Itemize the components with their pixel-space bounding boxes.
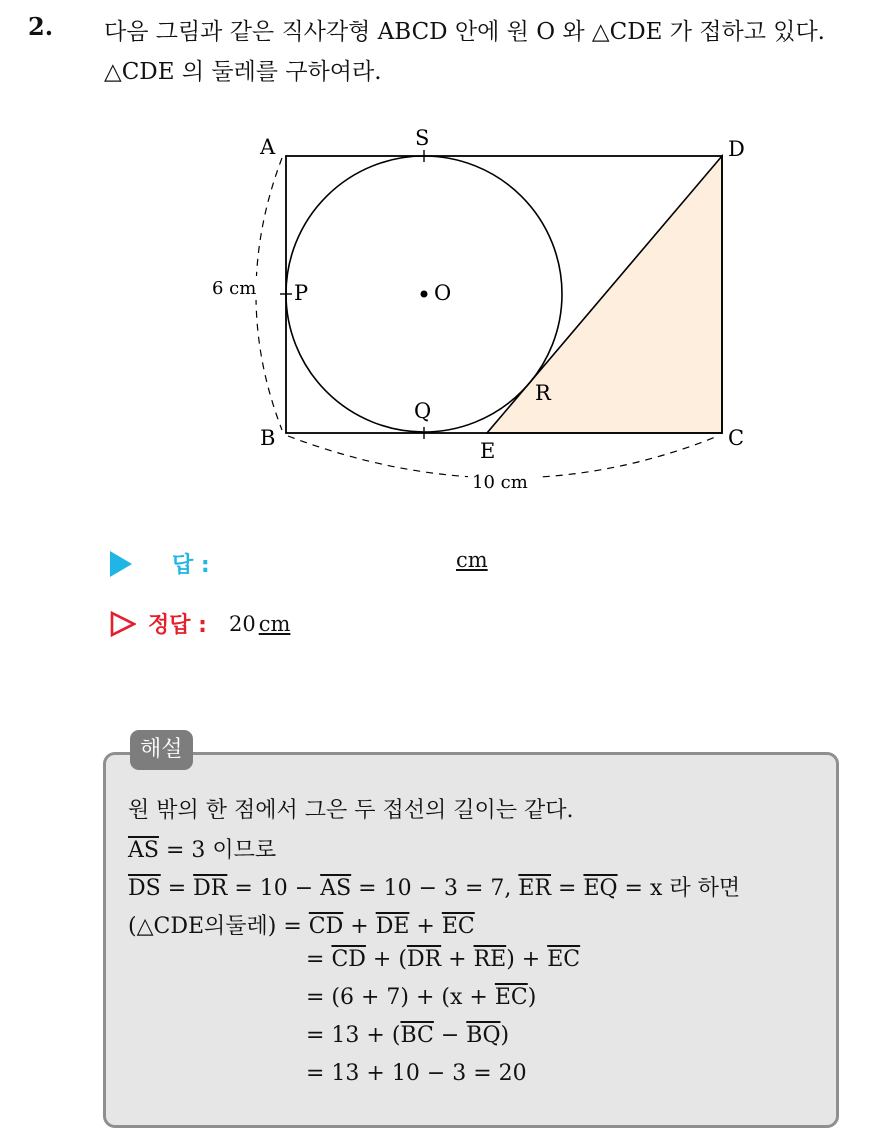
question-text: 다음 그림과 같은 직사각형 ABCD 안에 원 O 와 △CDE 가 접하고 있다. △CDE 의 둘레를 구하여라. [104,19,825,85]
text: ) [500,1023,510,1048]
text: ) + [506,947,548,972]
explanation-line-2 [128,833,276,864]
segment-ec: $\overline{EC}$ [547,947,581,972]
segment-bc: $\overline{BC}$ [400,1023,434,1048]
text: + [343,914,376,939]
explanation-line-6 [306,985,536,1010]
segment-de: $\overline{DE}$ [375,914,410,939]
correct-answer-value: 20 [228,611,256,636]
label-r: R [535,381,551,405]
segment-dr: $\overline{DR}$ [406,947,442,972]
label-a: A [260,135,276,159]
text: = 10 − [227,876,321,901]
segment-as: $\overline{AS}$ [320,876,352,901]
text: = [160,876,194,901]
label-e: E [480,439,496,463]
text: + ( [365,947,407,972]
explanation-line-8: = 13 + 10 − 3 = 20 [306,1061,527,1086]
text: = [551,876,584,901]
label-o: O [434,281,452,305]
explanation-line-4 [128,909,475,940]
segment-er: $\overline{ER}$ [518,876,552,901]
height-label: 6 cm [212,278,257,299]
label-s: S [415,126,430,150]
segment-cd: $\overline{CD}$ [331,947,366,972]
segment-dr: $\overline{DR}$ [193,876,228,901]
text: = (6 + 7) + (x + [306,985,495,1010]
segment-re: $\overline{RE}$ [473,947,507,972]
answer-unit[interactable]: cm [456,548,488,572]
text: = 10 − 3 = 7, [351,876,519,901]
segment-ds: $\overline{DS}$ [128,876,161,901]
segment-cd: $\overline{CD}$ [308,914,344,939]
width-label: 10 cm [472,472,528,493]
explanation-line-7 [306,1023,509,1048]
explanation-box [103,752,839,1128]
correct-answer-row [110,608,290,639]
geometry-figure [190,120,770,510]
segment-ec: $\overline{EC}$ [494,985,528,1010]
center-point-o [421,291,428,298]
answer-row [110,548,210,579]
text: (△CDE의둘레) = [128,914,309,939]
explanation-line-1: 원 밖의 한 점에서 그은 두 접선의 길이는 같다. [128,798,574,823]
segment-as: $\overline{AS}$ [128,838,159,863]
text: = 13 + ( [306,1023,401,1048]
text: = x 라 하면 [617,876,741,901]
segment-ec: $\overline{EC}$ [441,914,475,939]
label-q: Q [414,399,432,423]
text: = [306,947,332,972]
text: − [433,1023,467,1048]
label-b: B [260,426,276,450]
label-p: P [294,281,309,305]
label-c: C [728,426,745,450]
explanation-line-3 [128,871,740,902]
answer-label: 답 : [172,553,210,578]
explanation-line-5 [306,947,580,972]
correct-answer-unit: cm [258,611,291,636]
text: = 3 이므로 [158,838,277,863]
label-d: D [728,137,745,161]
play-icon [110,551,132,577]
segment-bq: $\overline{BQ}$ [466,1023,501,1048]
open-triangle-icon [110,611,136,637]
text: + [441,947,474,972]
correct-answer-label: 정답 : [148,613,207,638]
text: + [409,914,442,939]
explanation-tab: 해설 [130,730,193,770]
text: ) [527,985,537,1010]
question-number: 2. [28,12,54,41]
segment-eq: $\overline{EQ}$ [583,876,618,901]
